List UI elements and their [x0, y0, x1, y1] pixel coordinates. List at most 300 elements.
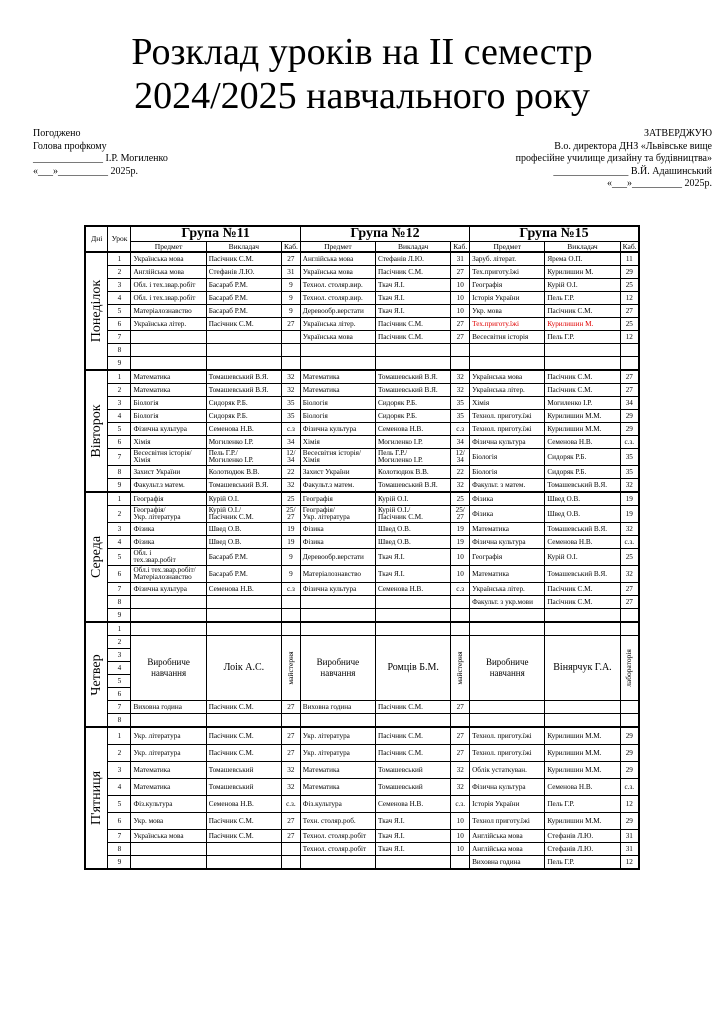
g11-subject-cell: [131, 466, 206, 479]
g15-room-cell: [620, 479, 639, 493]
header-days: Дні: [85, 226, 108, 252]
g12-teacher-cell: [376, 701, 451, 714]
table-row: [85, 397, 639, 410]
header-subject: Предмет: [300, 242, 375, 253]
table-row: [85, 492, 639, 506]
g15-subject-cell-text: Весесвітня історія: [472, 333, 529, 341]
g11-room-cell: [281, 779, 300, 796]
g15-teacher-cell-text: Пасічник С.М.: [547, 598, 593, 606]
g12-teacher-cell: [376, 252, 451, 266]
table-row: [85, 252, 639, 266]
g11-subject-cell: [131, 506, 206, 523]
g11-teacher-cell-text: Курій О.І./ Пасічник С.М.: [208, 505, 254, 521]
g11-subject-cell: [131, 536, 206, 549]
g15-room-cell: [620, 830, 639, 843]
g11-subject-cell: [131, 410, 206, 423]
table-row: [85, 466, 639, 479]
g12-room-cell: [451, 796, 470, 813]
g12-subject-cell: [300, 479, 375, 493]
lesson-number-text: 4: [117, 412, 122, 420]
g12-teacher-cell: [376, 305, 451, 318]
g11-subject-cell: [131, 762, 206, 779]
g11-teacher-cell: [206, 252, 281, 266]
g15-subject-cell: [470, 536, 545, 549]
g11-teacher-cell-text: Швед О.В.: [208, 525, 242, 533]
g12-room-cell-text: 27: [456, 268, 464, 276]
g15-room-cell: [620, 436, 639, 449]
g15-room-cell-text: 25: [625, 553, 633, 561]
g12-room-cell: [451, 596, 470, 609]
g11-room-cell: [281, 479, 300, 493]
g11-room-cell-text: 25/ 27: [286, 505, 296, 521]
table-row: [85, 830, 639, 843]
g12-subject-cell-text: Математика: [302, 766, 340, 774]
table-row: [85, 701, 639, 714]
lesson-number-text: 4: [117, 538, 122, 546]
g15-room-cell-text: 12: [625, 333, 633, 341]
g11-subject-cell: [131, 596, 206, 609]
day-label-text: Четвер: [88, 653, 104, 696]
table-row: [85, 384, 639, 397]
g12-subject-cell-text: Фізична культура: [302, 585, 357, 593]
g11-subject-cell-text: Математика: [133, 373, 171, 381]
g11-room-cell-text: с.з.: [286, 800, 296, 808]
g15-room-cell: [620, 596, 639, 609]
g11-subject-cell-text: Обл. і тех.звар.робіт: [133, 294, 196, 302]
g11-teacher-cell-text: Семенова Н.В.: [208, 800, 254, 808]
g12-room-cell-text: 27: [456, 333, 464, 341]
g15-room-cell: [620, 252, 639, 266]
g11-room-cell: [281, 536, 300, 549]
approved-block: [516, 128, 712, 191]
g12-room-cell: [451, 536, 470, 549]
g15-room-cell: [620, 318, 639, 331]
g12-teacher-cell: [376, 549, 451, 566]
g15-teacher-cell-text: Пасічник С.М.: [547, 585, 593, 593]
g11-room-cell: [281, 252, 300, 266]
g15-teacher-cell: [545, 745, 620, 762]
g15-subject-cell: [470, 583, 545, 596]
g11-teacher-cell-text: Пасічник С.М.: [208, 749, 254, 757]
g11-subject-cell: [131, 423, 206, 436]
g11-subject-cell: [131, 279, 206, 292]
g15-room-cell-text: 32: [625, 525, 633, 533]
g11-teacher-cell: [206, 813, 281, 830]
g11-room-cell-text: 27: [287, 749, 295, 757]
page-title: [0, 30, 724, 118]
g11-room-cell-text: 9: [289, 553, 293, 561]
g11-room-cell-text: 32: [287, 783, 295, 791]
g12-room-cell-text: 10: [456, 832, 464, 840]
g12-subject-cell: [300, 436, 375, 449]
g11-teacher-cell: [206, 279, 281, 292]
g15-subject-cell-text: Тех.приготу.їжі: [472, 320, 519, 328]
lesson-number: [108, 397, 131, 410]
g15-teacher-cell-text: Томашевський В.Я.: [547, 481, 608, 489]
lesson-number-text: 7: [117, 333, 122, 341]
g12-room-cell-text: 10: [456, 281, 464, 289]
g11-subject-cell: [131, 830, 206, 843]
g15-subject-cell: [470, 609, 545, 623]
g15-subject-cell: [470, 279, 545, 292]
g12-teacher-cell: [376, 566, 451, 583]
g15-teacher-cell: [545, 305, 620, 318]
g12-teacher-cell-text: Курій О.І.: [378, 495, 409, 503]
g11-room-cell: [281, 423, 300, 436]
g15-teacher-cell: [545, 506, 620, 523]
g12-room-cell: [451, 466, 470, 479]
g15-room-cell: [620, 384, 639, 397]
table-row: [85, 727, 639, 745]
g15-teacher-cell-text: Пель Г.Р.: [547, 333, 575, 341]
g11-teacher-cell: [206, 479, 281, 493]
g11-subject-cell-text: Укр. література: [133, 749, 181, 757]
g15-teacher-cell: [545, 466, 620, 479]
g11-room-cell: [281, 436, 300, 449]
g11-room-cell: [281, 843, 300, 856]
g12-subject-cell: [300, 305, 375, 318]
g11-subject-cell: [131, 266, 206, 279]
g12-subject-cell: [300, 292, 375, 305]
g15-room-cell-text: 32: [625, 570, 633, 578]
g12-subject-cell-text: Факульт.з матем.: [302, 481, 355, 489]
g11-room-cell: [281, 384, 300, 397]
g12-room-cell: [451, 762, 470, 779]
g11-teacher-cell-text: Томашевський: [208, 783, 254, 791]
g12-teacher-cell-text: Колотюдюк В.В.: [378, 468, 429, 476]
g11-room-cell: [281, 344, 300, 357]
g12-subject-cell: [300, 370, 375, 384]
lesson-number: [108, 675, 131, 688]
g11-room-cell: [281, 813, 300, 830]
g15-teacher-cell: [545, 596, 620, 609]
g11-room-cell: [281, 410, 300, 423]
lesson-number: [108, 636, 131, 649]
g11-teacher-cell-text: Басараб Р.М.: [208, 570, 248, 578]
g12-room-cell-text: 10: [456, 817, 464, 825]
g12-teacher-cell-text: Курій О.І./ Пасічник С.М.: [378, 505, 423, 521]
g12-subject-cell-text: Біологія: [302, 399, 328, 407]
g12-teacher-cell: [376, 397, 451, 410]
g11-teacher-cell: [206, 523, 281, 536]
g11-room-cell-text: 9: [289, 307, 293, 315]
g11-teacher-cell: [206, 423, 281, 436]
g15-room-cell-text: 35: [625, 468, 633, 476]
table-row: [85, 266, 639, 279]
g15-room-cell: [620, 423, 639, 436]
schedule-body: [85, 252, 639, 869]
g12-subject-cell-text: Технол. столяр.робіт: [302, 832, 367, 840]
g11-room-cell: [281, 566, 300, 583]
g11-room-cell: [281, 701, 300, 714]
lesson-number-text: 7: [117, 585, 122, 593]
g11-subject-cell-text: Математика: [133, 386, 171, 394]
g15-room-cell-text: 27: [625, 585, 633, 593]
g15-subject-cell-text: Укр. мова: [472, 307, 502, 315]
g15-subject-cell: [470, 466, 545, 479]
approved-line: _______________ В.Й. Адашинський: [553, 165, 712, 177]
g12-teacher-cell-text: Сидоряк Р.Б.: [378, 399, 417, 407]
lesson-number: [108, 266, 131, 279]
g15-room-cell-text: 27: [625, 373, 633, 381]
group-11-header: Група №11: [131, 226, 300, 242]
table-row: [85, 549, 639, 566]
table-row: [85, 856, 639, 870]
g15-room-cell-text: 25: [625, 281, 633, 289]
g12-room-cell-text: 19: [456, 525, 464, 533]
lesson-number: [108, 410, 131, 423]
g12-subject-cell-text: Деревообр.верстати: [302, 553, 364, 561]
lesson-number: [108, 466, 131, 479]
agreed-line: Голова профкому: [33, 140, 107, 152]
lesson-number-text: 9: [117, 858, 122, 866]
lesson-number-text: 1: [117, 732, 122, 740]
empty-cell: [620, 622, 639, 636]
g15-subject-cell-text: Історія України: [472, 800, 520, 808]
g11-subject-cell: [131, 583, 206, 596]
g15-room-cell-text: 27: [625, 307, 633, 315]
g15-subject-cell-text: Українська літер.: [472, 386, 525, 394]
g12-subject-cell: [300, 410, 375, 423]
g15-subject-cell: [470, 796, 545, 813]
g11-room-cell-text: 22: [287, 468, 295, 476]
g11-subject-cell: [131, 252, 206, 266]
g15-subject-cell: [470, 252, 545, 266]
empty-cell: [470, 714, 545, 728]
g12-teacher-cell-text: Пасічник С.М.: [378, 703, 423, 711]
g11-room-cell: [281, 830, 300, 843]
g12-room-cell-text: 32: [456, 373, 464, 381]
g11-teacher-cell: [206, 830, 281, 843]
g12-teacher-cell-text: Сидоряк Р.Б.: [378, 412, 417, 420]
table-row: [85, 583, 639, 596]
g11-subject-cell-text: Біологія: [133, 412, 159, 420]
g15-subject-cell: [470, 856, 545, 870]
g12-subject-cell: [300, 779, 375, 796]
approved-line: В.о. директора ДНЗ «Львівське вище: [554, 140, 712, 152]
g11-room-cell-text: 19: [287, 525, 295, 533]
table-row: [85, 523, 639, 536]
table-row: [85, 609, 639, 623]
g11-teacher-cell: [206, 449, 281, 466]
g12-room-cell: [451, 279, 470, 292]
g11-teacher-cell: [206, 506, 281, 523]
g15-teacher-cell-text: Томашевський В.Я.: [547, 525, 608, 533]
g11-subject-cell: [131, 856, 206, 870]
lesson-number: [108, 506, 131, 523]
g15-teacher-cell: [545, 566, 620, 583]
lesson-number-text: 1: [117, 495, 122, 503]
g11-subject-cell: [131, 492, 206, 506]
g15-room-cell-text: с.з.: [624, 538, 635, 546]
table-row: [85, 536, 639, 549]
g12-teacher-cell-text: Пасічник С.М.: [378, 749, 423, 757]
g15-room-cell: [620, 745, 639, 762]
g15-subject-cell-text: Математика: [472, 525, 509, 533]
g12-teacher-cell-text: Семенова Н.В.: [378, 585, 424, 593]
table-row: [85, 357, 639, 371]
g12-teacher-cell: [376, 449, 451, 466]
g15-room-cell: [620, 856, 639, 870]
g11-subject-cell-text: Математика: [133, 766, 171, 774]
g11-subject-cell-text: Хімія: [133, 438, 151, 446]
production-training-cell: [470, 636, 545, 701]
g11-subject-cell-text: Обл. і тех.звар.робіт: [133, 281, 196, 289]
g15-subject-cell: [470, 423, 545, 436]
g12-teacher-cell-text: Пель Г.Р./ Могиленко І.Р.: [378, 448, 423, 464]
g15-subject-cell-text: Факульт. з укр.мови: [472, 598, 533, 606]
lesson-number: [108, 762, 131, 779]
g12-subject-cell-text: Географія/ Укр. література: [302, 505, 350, 521]
g11-room-cell: [281, 762, 300, 779]
lesson-number-text: 4: [117, 294, 122, 302]
g12-subject-cell: [300, 318, 375, 331]
g12-room-cell: [451, 523, 470, 536]
g12-room-cell-text: с.з.: [455, 800, 465, 808]
g11-teacher-cell-text: Пасічник С.М.: [208, 732, 254, 740]
lesson-number-text: 3: [117, 525, 122, 533]
day-label: [85, 622, 108, 727]
g12-room-cell-text: 31: [456, 255, 464, 263]
g12-room-cell: [451, 479, 470, 493]
g11-room-cell: [281, 492, 300, 506]
g12-room-cell-text: 32: [456, 386, 464, 394]
day-label-text: Понеділок: [88, 279, 104, 343]
g11-subject-cell-text: Англійська мова: [133, 268, 184, 276]
g12-teacher-cell: [376, 423, 451, 436]
g12-subject-cell: [300, 266, 375, 279]
g11-subject-cell-text: Виховна година: [133, 703, 182, 711]
g12-teacher-cell: [376, 596, 451, 609]
g15-teacher-cell: [545, 830, 620, 843]
g11-room-cell: [281, 449, 300, 466]
lesson-number: [108, 662, 131, 675]
g11-room-cell: [281, 266, 300, 279]
g11-subject-cell: [131, 384, 206, 397]
g15-subject-cell: [470, 506, 545, 523]
g12-subject-cell: [300, 449, 375, 466]
g15-room-cell: [620, 583, 639, 596]
g12-teacher-cell: [376, 609, 451, 623]
g11-room-cell-text: 9: [289, 294, 293, 302]
g15-room-cell: [620, 449, 639, 466]
g12-subject-cell-text: Матеріалознавство: [302, 570, 362, 578]
g12-subject-cell-text: Географія: [302, 495, 333, 503]
g15-teacher-cell: [545, 331, 620, 344]
g12-teacher-cell: [376, 727, 451, 745]
group-15-header: Група №15: [470, 226, 639, 242]
g12-room-cell-text: 10: [456, 845, 464, 853]
g15-subject-cell: [470, 523, 545, 536]
g11-subject-cell-text: Українська мова: [133, 255, 184, 263]
g12-teacher-cell: [376, 583, 451, 596]
g12-room-cell: [451, 843, 470, 856]
table-row: [85, 331, 639, 344]
g12-teacher-cell-text: Семенова Н.В.: [378, 800, 424, 808]
empty-cell: [131, 622, 206, 636]
lesson-number: [108, 745, 131, 762]
lesson-number-text: 6: [117, 570, 122, 578]
g11-subject-cell-text: Обл. і тех.звар.робіт: [133, 548, 176, 564]
g15-room-cell-text: 12: [625, 858, 633, 866]
g11-subject-cell: [131, 701, 206, 714]
g11-subject-cell: [131, 796, 206, 813]
g12-teacher-cell-text: Ткач Я.І.: [378, 845, 405, 853]
g12-subject-cell: [300, 279, 375, 292]
g15-subject-cell-text: Фізична культура: [472, 538, 526, 546]
production-teacher-cell-text: Ромців Б.М.: [387, 662, 439, 673]
g12-teacher-cell: [376, 266, 451, 279]
g12-room-cell-text: 10: [456, 570, 464, 578]
g12-room-cell: [451, 566, 470, 583]
g12-subject-cell: [300, 583, 375, 596]
g11-room-cell: [281, 745, 300, 762]
g12-room-cell-text: 32: [456, 766, 464, 774]
g15-teacher-cell-text: Курилишин М.М.: [547, 425, 602, 433]
g12-teacher-cell-text: Ткач Я.І.: [378, 307, 405, 315]
g12-room-cell: [451, 384, 470, 397]
group-12-header: Група №12: [300, 226, 469, 242]
g12-room-cell: [451, 410, 470, 423]
g12-subject-cell: [300, 344, 375, 357]
g12-subject-cell: [300, 796, 375, 813]
g12-subject-cell: [300, 727, 375, 745]
g11-subject-cell-text: Фізична культура: [133, 425, 187, 433]
g11-teacher-cell: [206, 596, 281, 609]
g15-teacher-cell: [545, 492, 620, 506]
g15-room-cell-text: 29: [625, 268, 633, 276]
lesson-number: [108, 331, 131, 344]
table-row: [85, 622, 639, 636]
g15-room-cell: [620, 796, 639, 813]
g15-subject-cell: [470, 727, 545, 745]
empty-cell: [620, 714, 639, 728]
lesson-number-text: 9: [117, 359, 122, 367]
g12-room-cell: [451, 252, 470, 266]
g15-teacher-cell: [545, 583, 620, 596]
g12-subject-cell: [300, 762, 375, 779]
g12-subject-cell: [300, 397, 375, 410]
lesson-number: [108, 423, 131, 436]
g12-room-cell: [451, 423, 470, 436]
g11-subject-cell: [131, 292, 206, 305]
g11-room-cell: [281, 397, 300, 410]
g11-room-cell-text: 12/ 34: [286, 448, 296, 464]
g15-subject-cell: [470, 492, 545, 506]
g12-teacher-cell-text: Пасічник С.М.: [378, 333, 423, 341]
g11-teacher-cell: [206, 384, 281, 397]
table-row: [85, 714, 639, 728]
g15-teacher-cell-text: Ярема О.П.: [547, 255, 583, 263]
g15-teacher-cell-text: Швед О.В.: [547, 495, 581, 503]
agreed-block: [33, 128, 168, 178]
lesson-number-text: 5: [117, 677, 122, 685]
g11-subject-cell: [131, 566, 206, 583]
g12-room-cell-text: 27: [456, 703, 464, 711]
empty-cell: [281, 622, 300, 636]
g12-teacher-cell: [376, 830, 451, 843]
g12-teacher-cell-text: Ткач Я.І.: [378, 832, 405, 840]
lesson-number: [108, 305, 131, 318]
g12-teacher-cell: [376, 331, 451, 344]
g15-teacher-cell: [545, 384, 620, 397]
g12-teacher-cell-text: Томашевський В.Я.: [378, 386, 438, 394]
g11-subject-cell-text: Українська літер.: [133, 320, 187, 328]
empty-cell: [470, 622, 545, 636]
g12-subject-cell-text: Фізична культура: [302, 425, 357, 433]
g12-subject-cell: [300, 506, 375, 523]
g12-subject-cell: [300, 357, 375, 371]
